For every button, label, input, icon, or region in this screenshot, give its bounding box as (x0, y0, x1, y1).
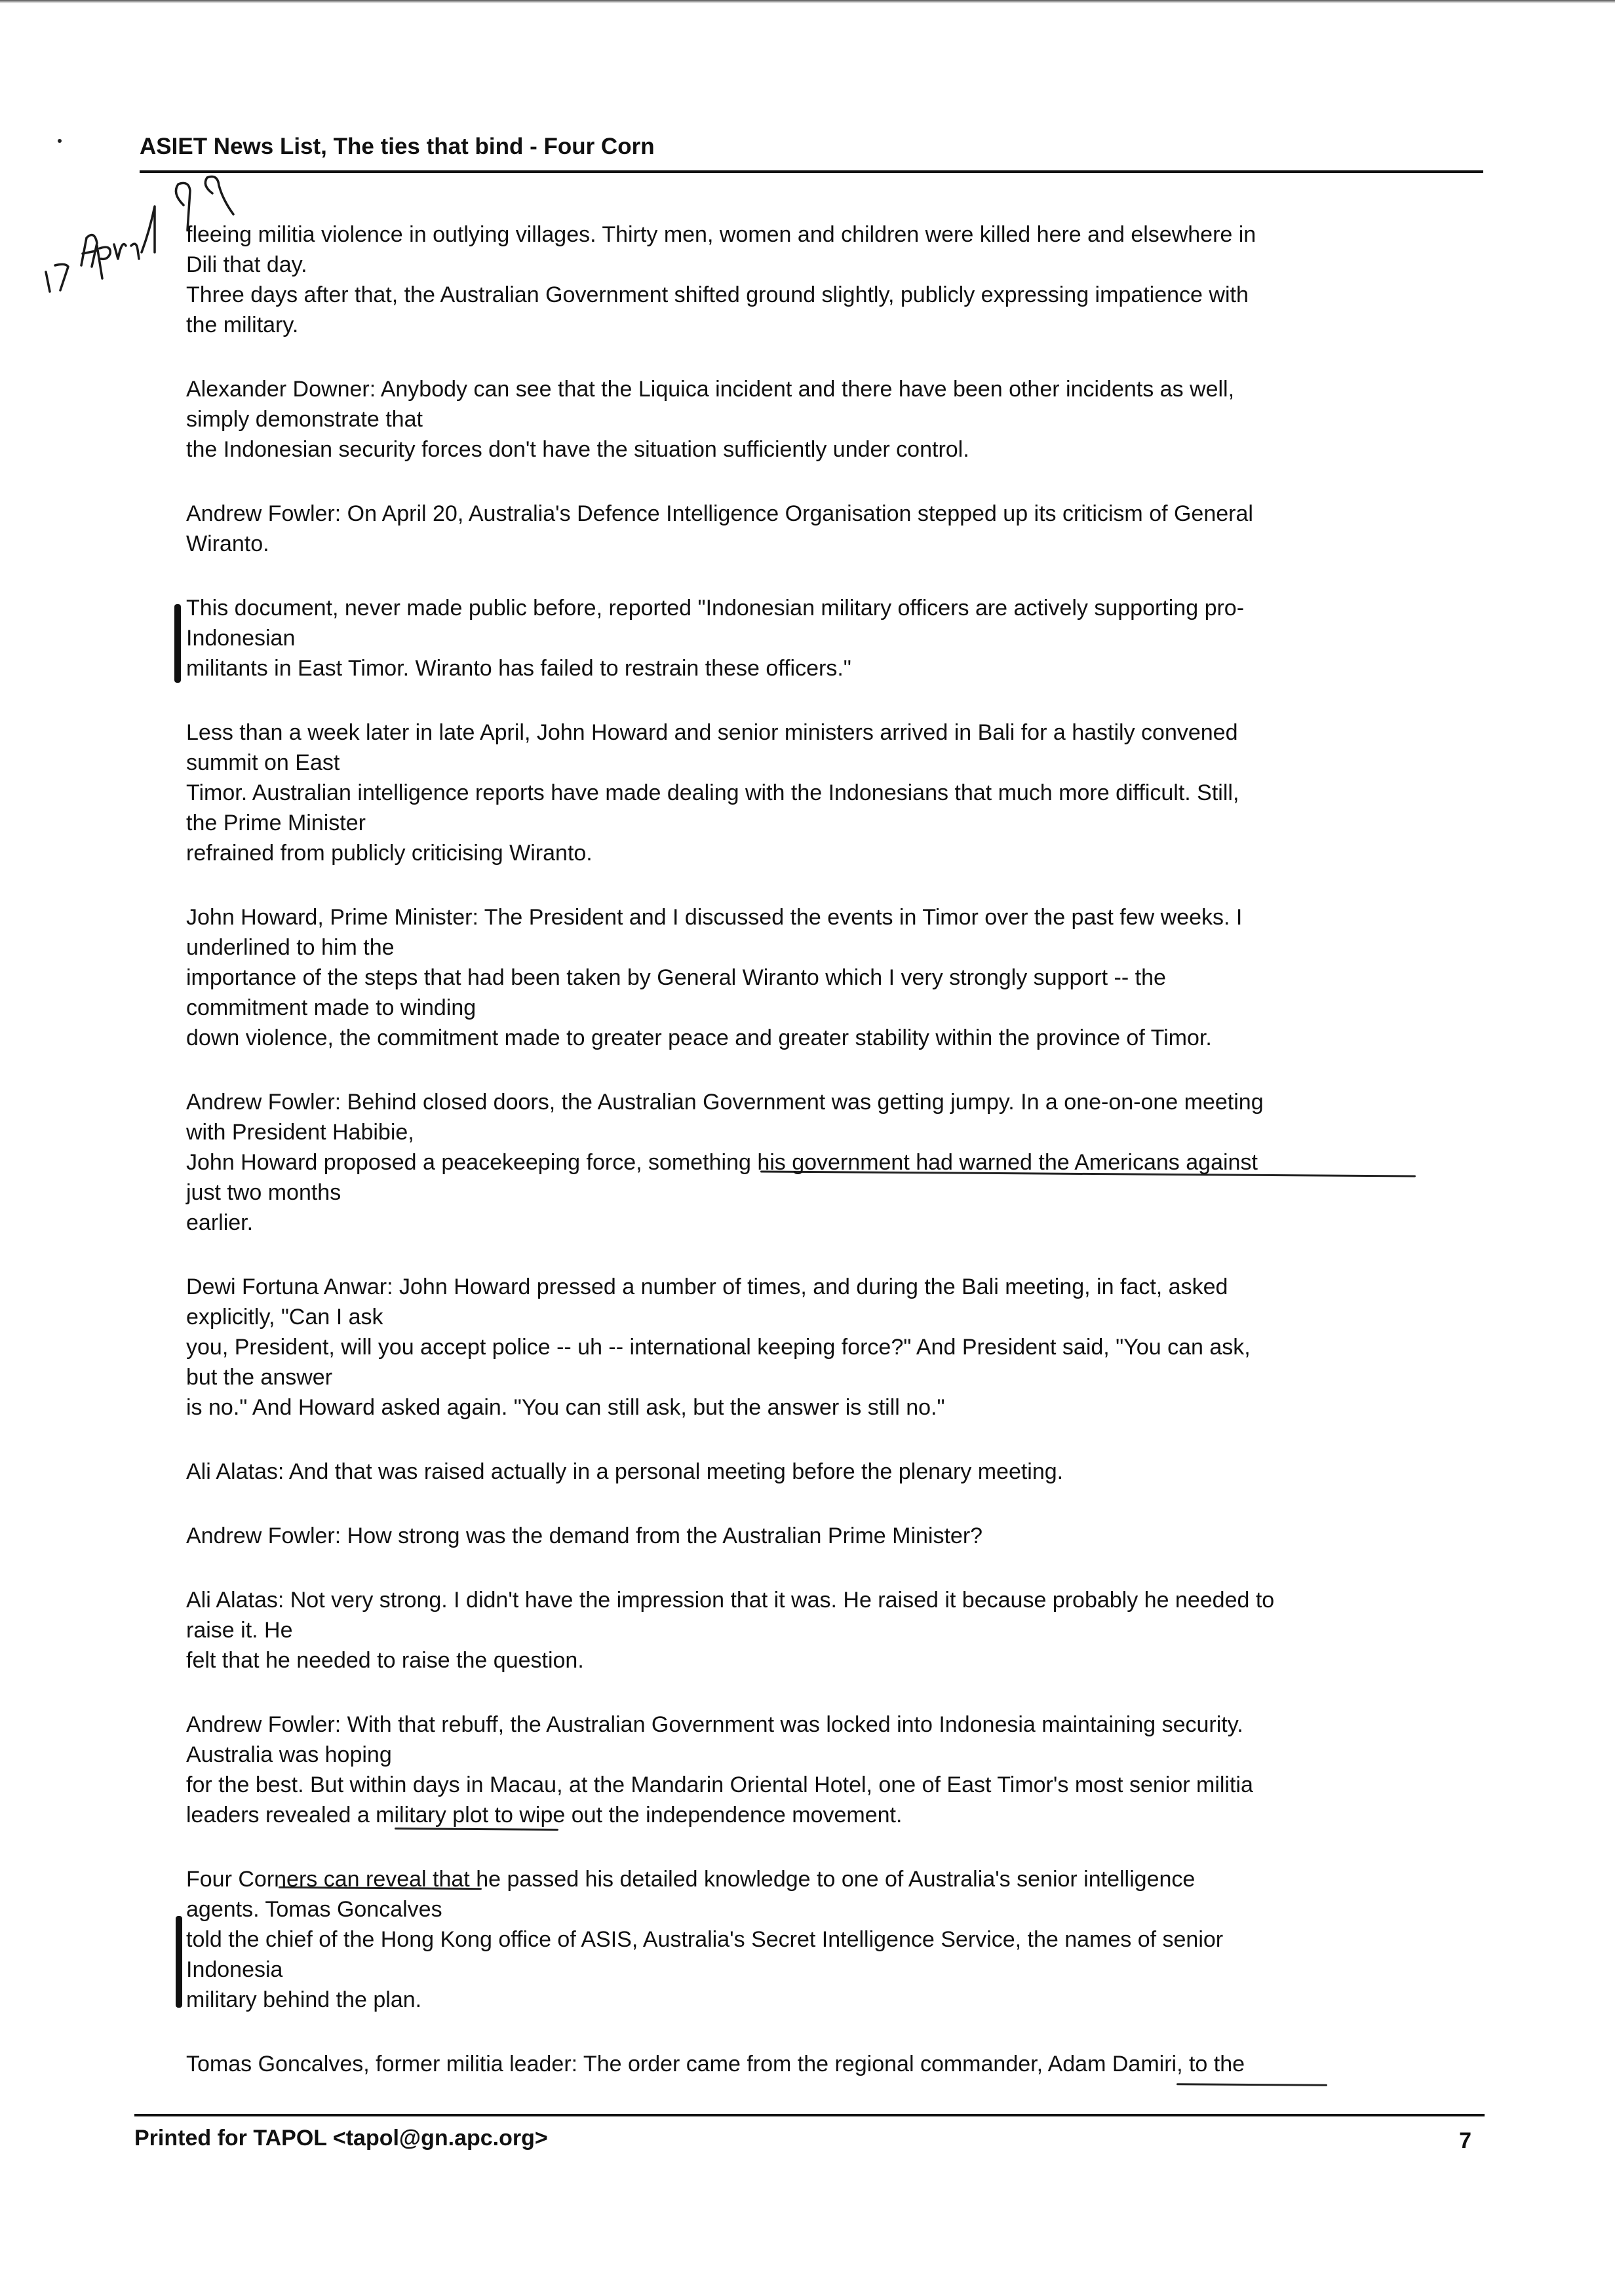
paragraph (186, 1864, 1490, 2015)
paragraph-line: simply demonstrate that (186, 407, 423, 432)
paragraph-line: Andrew Fowler: On April 20, Australia's Defence Intelligence Organisation stepped up its criticism of General (186, 501, 1253, 526)
paragraph-line: Timor. Australian intelligence reports have made dealing with the Indonesians that much more difficult. Still, (186, 780, 1239, 805)
paragraph-line: Ali Alatas: And that was raised actually in a personal meeting before the plenary meeting. (186, 1459, 1064, 1484)
paragraph-line: John Howard, Prime Minister: The President and I discussed the events in Timor over the past few weeks. I (186, 905, 1243, 930)
paragraph-line: John Howard proposed a peacekeeping force, something his government had warned the Americans against (186, 1150, 1258, 1175)
paragraph (186, 718, 1490, 868)
paragraph-line: explicitly, "Can I ask (186, 1305, 383, 1330)
paragraph-line: Andrew Fowler: Behind closed doors, the Australian Government was getting jumpy. In a one-on-one meeting (186, 1090, 1264, 1115)
paragraph-line: earlier. (186, 1210, 254, 1235)
paragraph-line: told the chief of the Hong Kong office of ASIS, Australia's Secret Intelligence Service, the names of senior (186, 1927, 1224, 1952)
paragraph-line: for the best. But within days in Macau, at the Mandarin Oriental Hotel, one of East Timor's most senior militia (186, 1772, 1253, 1797)
paragraph-line: commitment made to winding (186, 995, 477, 1020)
paragraph-line: with President Habibie, (186, 1120, 414, 1145)
paragraph (186, 1710, 1490, 1830)
footer-rule (134, 2114, 1485, 2116)
paragraph (186, 374, 1490, 465)
paragraph (186, 2049, 1490, 2079)
page-header-title: ASIET News List, The ties that bind - Four Corn (140, 134, 655, 159)
paragraph-line: the military. (186, 313, 299, 337)
paragraph (186, 499, 1490, 559)
paragraph (186, 1272, 1490, 1423)
paragraph (186, 1457, 1490, 1487)
paragraph-line: Tomas Goncalves, former militia leader: The order came from the regional commander, Adam Damiri, to the (186, 2052, 1245, 2076)
paragraph-line: Three days after that, the Australian Government shifted ground slightly, publicly expressing impatience with (186, 282, 1249, 307)
paragraph-line: Andrew Fowler: How strong was the demand from the Australian Prime Minister? (186, 1523, 983, 1548)
scan-speck (58, 139, 62, 143)
header-rule (140, 170, 1483, 173)
paragraph-line: Dewi Fortuna Anwar: John Howard pressed a number of times, and during the Bali meeting, in fact, asked (186, 1274, 1228, 1299)
paragraph-line: Indonesian (186, 626, 296, 651)
paragraph-line: agents. Tomas Goncalves (186, 1897, 442, 1922)
paragraph-line: felt that he needed to raise the question. (186, 1648, 584, 1673)
paragraph (186, 593, 1490, 683)
paragraph-line: you, President, will you accept police -- uh -- international keeping force?" And President said, "You can ask, (186, 1335, 1251, 1360)
paragraph-line: Australia was hoping (186, 1742, 392, 1767)
paragraph (186, 1585, 1490, 1675)
paragraph-line: fleeing militia violence in outlying villages. Thirty men, women and children were killed here and elsewhere in (186, 222, 1256, 247)
paragraph (186, 220, 1490, 340)
paragraph-line: refrained from publicly criticising Wiranto. (186, 841, 593, 866)
paragraph-line: Dili that day. (186, 252, 307, 277)
page-number: 7 (1459, 2128, 1471, 2153)
paragraph-line: is no." And Howard asked again. "You can still ask, but the answer is still no." (186, 1395, 945, 1420)
paragraph (186, 902, 1490, 1053)
paragraph-line: Wiranto. (186, 531, 269, 556)
paragraph-line: underlined to him the (186, 935, 395, 960)
paragraph-line: leaders revealed a military plot to wipe out the independence movement. (186, 1803, 903, 1827)
paragraph-line: Ali Alatas: Not very strong. I didn't have the impression that it was. He raised it because probably he needed to (186, 1588, 1275, 1613)
paragraph-line: just two months (186, 1180, 341, 1205)
paragraph-line: summit on East (186, 750, 340, 775)
paragraph-line: This document, never made public before, reported "Indonesian military officers are actively supporting pro- (186, 596, 1245, 621)
scan-edge (0, 0, 1615, 3)
paragraph-line: down violence, the commitment made to greater peace and greater stability within the province of Timor. (186, 1025, 1212, 1050)
paragraph-line: Less than a week later in late April, John Howard and senior ministers arrived in Bali for a hastily convened (186, 720, 1238, 745)
article-body (186, 220, 1490, 2113)
paragraph-line: Alexander Downer: Anybody can see that the Liquica incident and there have been other incidents as well, (186, 377, 1235, 402)
paragraph-line: Four Corners can reveal that he passed his detailed knowledge to one of Australia's senior intelligence (186, 1867, 1196, 1892)
paragraph-line: the Prime Minister (186, 811, 366, 835)
paragraph-line: the Indonesian security forces don't have the situation sufficiently under control. (186, 437, 969, 462)
paragraph-line: militants in East Timor. Wiranto has failed to restrain these officers." (186, 656, 851, 681)
paragraph-line: Andrew Fowler: With that rebuff, the Australian Government was locked into Indonesia maintaining security. (186, 1712, 1243, 1737)
paragraph (186, 1521, 1490, 1551)
paragraph-line: raise it. He (186, 1618, 293, 1643)
printed-for-line: Printed for TAPOL <tapol@gn.apc.org> (134, 2126, 548, 2151)
paragraph-line: but the answer (186, 1365, 333, 1390)
paragraph-line: importance of the steps that had been taken by General Wiranto which I very strongly support -- the (186, 965, 1166, 990)
paragraph-line: Indonesia (186, 1957, 283, 1982)
paragraph (186, 1087, 1490, 1238)
margin-bracket-mark (174, 604, 181, 683)
margin-bracket-mark (176, 1916, 182, 2008)
paragraph-line: military behind the plan. (186, 1987, 422, 2012)
